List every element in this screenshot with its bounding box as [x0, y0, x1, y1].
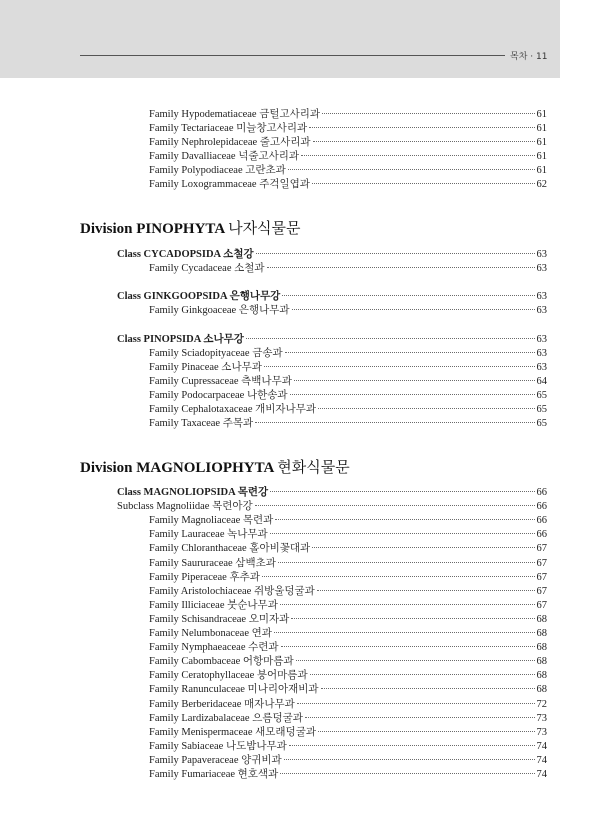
toc-entry-title: Family Aristolochiaceae 쥐방울덩굴과 [149, 586, 315, 597]
toc-entry-family[interactable] [149, 178, 547, 192]
dot-leader [322, 113, 534, 114]
toc-entry-page-number: 66 [536, 487, 547, 498]
toc-entry-page-number: 63 [536, 348, 547, 359]
toc-entry-title: Family Lauraceae 녹나무과 [149, 529, 268, 540]
toc-entry-page-number: 74 [536, 741, 547, 752]
dot-leader [288, 169, 535, 170]
dot-leader [284, 759, 535, 760]
toc-entry-family[interactable] [149, 304, 547, 318]
toc-entry-title: Family Piperaceae 후추과 [149, 572, 260, 583]
dot-leader [321, 688, 535, 689]
toc-entry-page-number: 68 [536, 614, 547, 625]
toc-entry-page-number: 65 [536, 404, 547, 415]
dot-leader [281, 646, 535, 647]
toc-entry-family[interactable] [149, 627, 547, 641]
toc-entry-class[interactable] [117, 333, 547, 347]
toc-entry-family[interactable] [149, 557, 547, 571]
toc-entry-title: Family Menispermaceae 새모래덩굴과 [149, 727, 316, 738]
toc-entry-page-number: 68 [536, 642, 547, 653]
toc-entry-page-number: 74 [536, 769, 547, 780]
toc-entry-title: Family Nephrolepidaceae 줄고사리과 [149, 137, 311, 148]
toc-entry-title: Family Saururaceae 삼백초과 [149, 558, 276, 569]
dot-leader [289, 745, 535, 746]
toc-entry-family[interactable] [149, 361, 547, 375]
toc-entry-title: Family Chloranthaceae 홀아비꽃대과 [149, 543, 311, 554]
dot-leader [255, 505, 535, 506]
toc-entry-page-number: 63 [536, 291, 547, 302]
toc-entry-page-number: 68 [536, 670, 547, 681]
toc-entry-title: Family Sciadopityaceae 금송과 [149, 348, 283, 359]
dot-leader [318, 408, 535, 409]
dot-leader [291, 618, 534, 619]
division-heading [80, 459, 350, 477]
dot-leader [256, 253, 535, 254]
toc-entry-page-number: 66 [536, 501, 547, 512]
dot-leader [313, 141, 535, 142]
toc-entry-family[interactable] [149, 136, 547, 150]
dot-leader [246, 338, 535, 339]
toc-entry-family[interactable] [149, 726, 547, 740]
dot-leader [310, 674, 535, 675]
toc-entry-page-number: 73 [536, 713, 547, 724]
dot-leader [280, 773, 534, 774]
toc-entry-title: Family Lardizabalaceae 으름덩굴과 [149, 713, 303, 724]
toc-entry-page-number: 67 [536, 586, 547, 597]
toc-entry-title: Family Cabombaceae 어항마름과 [149, 656, 294, 667]
toc-entry-page-number: 67 [536, 543, 547, 554]
toc-entry-page-number: 61 [536, 151, 547, 162]
toc-entry-title: Class CYCADOPSIDA 소철강 [117, 249, 254, 260]
toc-entry-page-number: 64 [536, 376, 547, 387]
toc-entry-family[interactable] [149, 641, 547, 655]
toc-entry-page-number: 63 [536, 334, 547, 345]
toc-entry-page-number: 67 [536, 600, 547, 611]
header-band [0, 0, 560, 78]
toc-entry-family[interactable] [149, 389, 547, 403]
toc-entry-family[interactable] [149, 698, 547, 712]
toc-entry-class[interactable] [117, 290, 547, 304]
toc-entry-title: Family Nymphaeaceae 수련과 [149, 642, 279, 653]
dot-leader [270, 491, 534, 492]
toc-entry-title: Subclass Magnoliidae 목련아강 [117, 501, 253, 512]
toc-entry-title: Family Hypodematiaceae 금털고사리과 [149, 109, 321, 120]
dot-leader [309, 127, 534, 128]
header-band-edge [560, 0, 605, 78]
toc-entry-family[interactable] [149, 122, 547, 136]
toc-entry-title: Class MAGNOLIOPSIDA 목련강 [117, 487, 269, 498]
toc-entry-page-number: 62 [536, 179, 547, 190]
toc-entry-family[interactable] [149, 669, 547, 683]
toc-entry-family[interactable] [149, 613, 547, 627]
dot-leader [255, 422, 534, 423]
toc-entry-family[interactable] [149, 571, 547, 585]
division-korean: 현화식물문 [277, 460, 350, 476]
dot-leader [312, 547, 534, 548]
toc-entry-title: Family Cephalotaxaceae 개비자나무과 [149, 404, 316, 415]
dot-leader [294, 380, 535, 381]
toc-entry-page-number: 68 [536, 628, 547, 639]
dot-leader [318, 731, 535, 732]
toc-entry-page-number: 72 [536, 699, 547, 710]
dot-leader [312, 183, 535, 184]
toc-entry-title: Family Cupressaceae 측백나무과 [149, 376, 292, 387]
dot-leader [264, 366, 535, 367]
toc-entry-page-number: 63 [536, 362, 547, 373]
dot-leader [274, 632, 535, 633]
toc-entry-page-number: 67 [536, 558, 547, 569]
dot-leader [301, 155, 534, 156]
toc-entry-page-number: 65 [536, 418, 547, 429]
toc-entry-page-number: 63 [536, 263, 547, 274]
dot-leader [285, 352, 535, 353]
toc-entry-title: Family Illiciaceae 붓순나무과 [149, 600, 278, 611]
toc-entry-family[interactable] [149, 712, 547, 726]
division-label: Division [80, 460, 137, 476]
toc-entry-page-number: 73 [536, 727, 547, 738]
toc-entry-family[interactable] [149, 150, 547, 164]
toc-entry-title: Family Ginkgoaceae 은행나무과 [149, 305, 290, 316]
dot-leader [290, 394, 535, 395]
toc-entry-title: Family Papaveraceae 양귀비과 [149, 755, 282, 766]
toc-entry-page-number: 66 [536, 515, 547, 526]
dot-leader [282, 295, 534, 296]
toc-entry-family[interactable] [149, 262, 547, 276]
toc-entry-title: Class PINOPSIDA 소나무강 [117, 334, 244, 345]
dot-leader [296, 660, 535, 661]
toc-entry-title: Family Ceratophyllaceae 붕어마름과 [149, 670, 308, 681]
running-head: 목차 · 11 [510, 52, 548, 62]
toc-entry-title: Family Taxaceae 주목과 [149, 418, 254, 429]
toc-entry-page-number: 67 [536, 572, 547, 583]
toc-entry-family[interactable] [149, 417, 547, 431]
toc-entry-title: Family Sabiaceae 나도밤나무과 [149, 741, 287, 752]
toc-entry-title: Family Berberidaceae 매자나무과 [149, 699, 295, 710]
toc-entry-family[interactable] [149, 740, 547, 754]
toc-entry-family[interactable] [149, 375, 547, 389]
toc-entry-family[interactable] [149, 754, 547, 768]
toc-entry-title: Family Tectariaceae 미늘창고사리과 [149, 123, 308, 134]
toc-entry-family[interactable] [149, 542, 547, 556]
toc-entry-title: Family Schisandraceae 오미자과 [149, 614, 290, 625]
toc-entry-family[interactable] [149, 403, 547, 417]
toc-entry-title: Family Fumariaceae 현호색과 [149, 769, 279, 780]
toc-entry-page-number: 63 [536, 305, 547, 316]
toc-entry-page-number: 65 [536, 390, 547, 401]
toc-entry-family[interactable] [149, 683, 547, 697]
toc-entry-subclass[interactable] [117, 500, 547, 514]
toc-entry-family[interactable] [149, 655, 547, 669]
toc-entry-title: Family Polypodiaceae 고란초과 [149, 165, 286, 176]
toc-entry-family[interactable] [149, 514, 547, 528]
toc-entry-title: Family Magnoliaceae 목련과 [149, 515, 274, 526]
toc-entry-page-number: 68 [536, 656, 547, 667]
dot-leader [292, 309, 535, 310]
toc-entry-page-number: 63 [536, 249, 547, 260]
dot-leader [270, 533, 535, 534]
toc-entry-class[interactable] [117, 486, 547, 500]
toc-entry-family[interactable] [149, 164, 547, 178]
division-korean: 나자식물문 [228, 221, 301, 237]
division-label: Division [80, 221, 137, 237]
dot-leader [297, 703, 535, 704]
dot-leader [267, 267, 535, 268]
toc-entry-title: Family Ranunculaceae 미나리아재비과 [149, 684, 319, 695]
toc-entry-title: Family Pinaceae 소나무과 [149, 362, 262, 373]
toc-entry-family[interactable] [149, 599, 547, 613]
toc-entry-page-number: 61 [536, 165, 547, 176]
toc-entry-family[interactable] [149, 108, 547, 122]
toc-entry-title: Family Loxogrammaceae 주걱일엽과 [149, 179, 310, 190]
toc-entry-title: Class GINKGOOPSIDA 은행나무강 [117, 291, 281, 302]
toc-entry-family[interactable] [149, 528, 547, 542]
dot-leader [262, 576, 535, 577]
dot-leader [278, 562, 535, 563]
division-name: MAGNOLIOPHYTA [136, 460, 278, 476]
toc-entry-title: Family Cycadaceae 소철과 [149, 263, 265, 274]
toc-entry-family[interactable] [149, 585, 547, 599]
toc-entry-family[interactable] [149, 347, 547, 361]
division-name: PINOPHYTA [136, 221, 229, 237]
dot-leader [275, 519, 534, 520]
toc-entry-page-number: 66 [536, 529, 547, 540]
toc-entry-title: Family Davalliaceae 넉줄고사리과 [149, 151, 300, 162]
dot-leader [317, 590, 535, 591]
dot-leader [280, 604, 535, 605]
toc-entry-page-number: 61 [536, 137, 547, 148]
toc-entry-page-number: 61 [536, 109, 547, 120]
toc-entry-family[interactable] [149, 768, 547, 782]
toc-entry-page-number: 68 [536, 684, 547, 695]
toc-entry-page-number: 61 [536, 123, 547, 134]
header-rule [80, 55, 505, 56]
division-heading [80, 220, 301, 238]
toc-entry-title: Family Podocarpaceae 나한송과 [149, 390, 288, 401]
toc-entry-class[interactable] [117, 248, 547, 262]
dot-leader [305, 717, 535, 718]
toc-entry-page-number: 74 [536, 755, 547, 766]
toc-entry-title: Family Nelumbonaceae 연과 [149, 628, 272, 639]
